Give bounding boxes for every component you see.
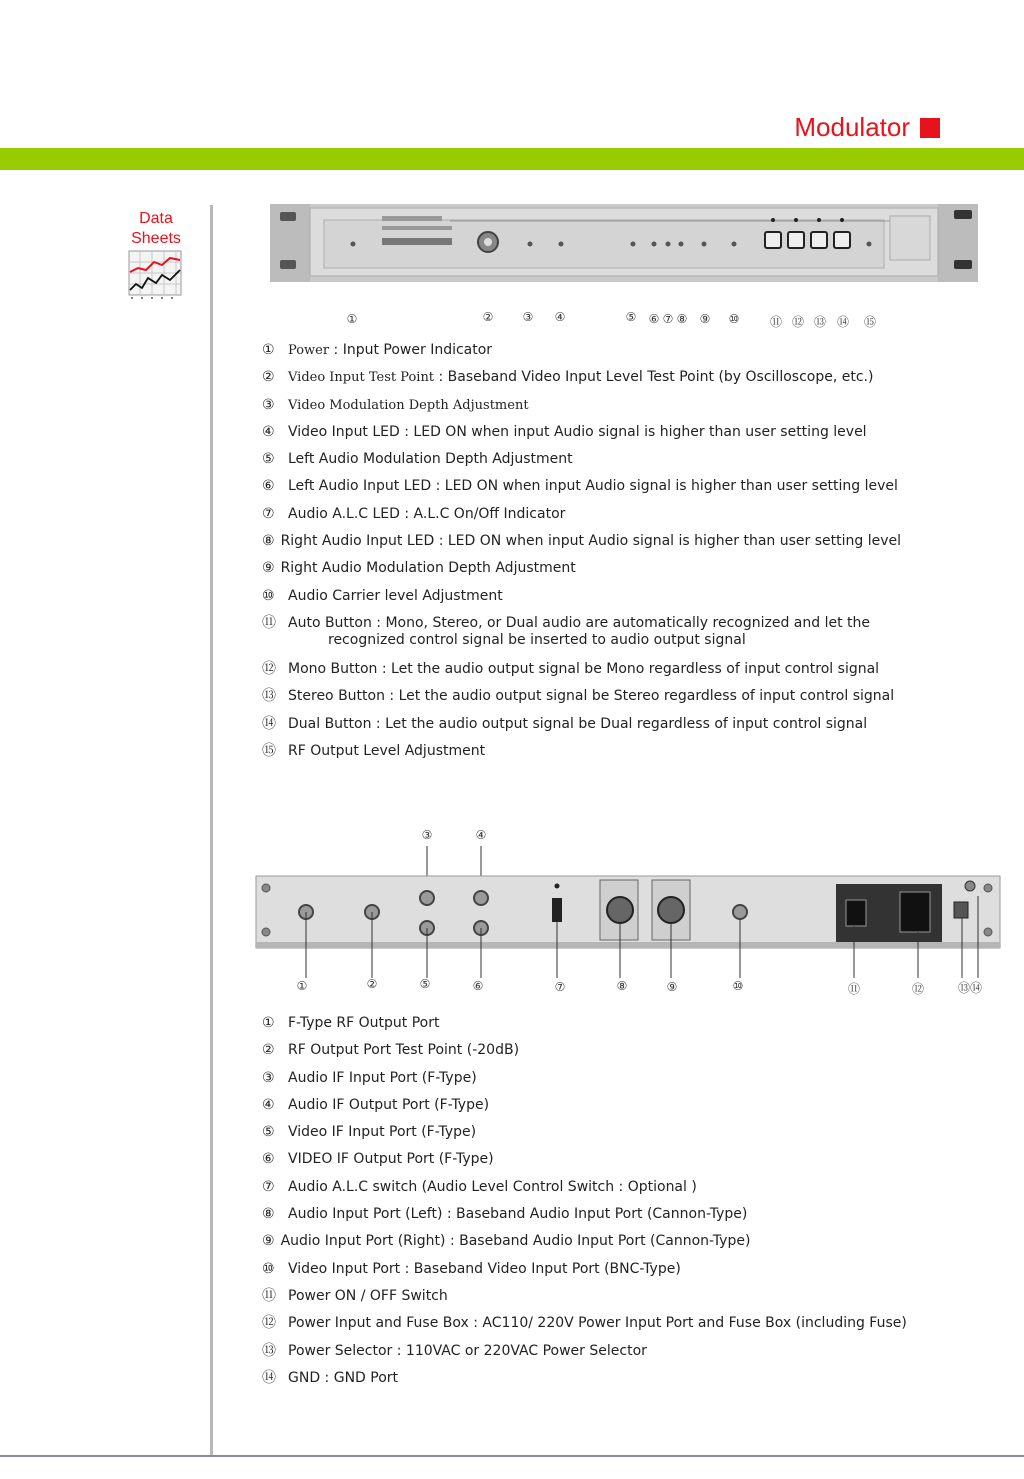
front-marker: ⑪ xyxy=(769,315,783,329)
item-desc: Audio IF Input Port (F-Type) xyxy=(288,1069,477,1086)
list-item xyxy=(262,1070,907,1097)
rear-panel-list xyxy=(262,1015,907,1397)
item-name: Video Modulation Depth Adjustment xyxy=(288,397,529,413)
item-desc: Video IF Input Port (F-Type) xyxy=(288,1124,477,1141)
front-marker: ⑦ xyxy=(662,312,674,326)
list-item xyxy=(262,688,901,715)
rear-panel-photo xyxy=(254,846,1002,978)
list-item xyxy=(262,1343,907,1370)
page-title xyxy=(794,112,940,143)
item-number: ⑭ xyxy=(262,715,276,732)
front-marker: ④ xyxy=(554,310,566,324)
list-item xyxy=(262,1015,907,1042)
item-number: ⑫ xyxy=(262,1315,276,1332)
item-desc: Stereo Button : Let the audio output signal be Stereo regardless of input control signal xyxy=(288,688,895,705)
item-desc: GND : GND Port xyxy=(288,1369,399,1386)
item-name: Power xyxy=(288,343,330,358)
front-marker: ⑭ xyxy=(836,315,850,329)
list-item xyxy=(262,506,901,533)
item-number: ⑦ xyxy=(262,505,275,522)
list-item xyxy=(262,716,901,743)
item-desc: RF Output Port Test Point (-20dB) xyxy=(288,1042,520,1059)
item-number: ⑪ xyxy=(262,1287,276,1304)
list-item xyxy=(262,1151,907,1178)
item-number: ④ xyxy=(262,1096,275,1113)
list-item xyxy=(262,533,901,560)
item-desc-continued: recognized control signal be inserted to audio output signal xyxy=(328,631,746,648)
item-number: ④ xyxy=(262,423,275,440)
front-marker: ⑧ xyxy=(676,312,688,326)
line-chart-icon xyxy=(128,250,182,300)
list-item xyxy=(262,1124,907,1151)
rear-marker: ⑩ xyxy=(732,979,744,993)
list-item xyxy=(262,342,901,369)
item-desc: Audio Input Port (Right) : Baseband Audio Input Port (Cannon-Type) xyxy=(280,1233,751,1250)
item-number: ③ xyxy=(262,396,275,413)
item-number: ⑤ xyxy=(262,451,275,468)
item-number: ⑩ xyxy=(262,1260,275,1277)
rear-marker: ⑦ xyxy=(554,980,566,994)
item-desc: VIDEO IF Output Port (F-Type) xyxy=(288,1151,494,1168)
item-desc: : Baseband Video Input Level Test Point (by Oscilloscope, etc.) xyxy=(434,369,874,386)
item-number: ⑩ xyxy=(262,587,275,604)
front-panel-photo xyxy=(270,204,978,282)
rear-marker: ⑤ xyxy=(419,977,431,991)
list-item xyxy=(262,1097,907,1124)
item-number: ⑨ xyxy=(262,560,275,577)
item-desc: F-Type RF Output Port xyxy=(288,1015,440,1031)
item-number: ⑨ xyxy=(262,1233,275,1250)
item-desc: Left Audio Modulation Depth Adjustment xyxy=(288,451,573,468)
front-marker: ⑮ xyxy=(863,315,877,329)
item-number: ① xyxy=(262,1015,275,1031)
item-desc: Video Input Port : Baseband Video Input Port (BNC-Type) xyxy=(288,1260,681,1277)
front-marker: ② xyxy=(482,310,494,324)
item-number: ⑫ xyxy=(262,660,276,677)
header-green-bar xyxy=(0,148,1024,170)
list-item xyxy=(262,451,901,478)
item-number: ⑤ xyxy=(262,1124,275,1141)
sidebar-label xyxy=(118,209,194,249)
item-desc: Audio Carrier level Adjustment xyxy=(288,587,503,604)
item-desc: Audio IF Output Port (F-Type) xyxy=(288,1096,490,1113)
item-number: ① xyxy=(262,342,275,358)
rear-marker: ⑬⑭ xyxy=(957,981,983,995)
item-desc: Power Input and Fuse Box : AC110/ 220V Power Input Port and Fuse Box (including Fuse) xyxy=(288,1315,907,1332)
list-item xyxy=(262,369,901,396)
item-desc: Right Audio Modulation Depth Adjustment xyxy=(280,560,576,577)
front-marker: ⑤ xyxy=(625,310,637,324)
item-number: ⑧ xyxy=(262,1206,275,1223)
item-number: ② xyxy=(262,1042,275,1059)
list-item xyxy=(262,1206,907,1233)
rear-marker: ③ xyxy=(421,828,433,842)
red-square-icon xyxy=(920,118,940,138)
item-number: ⑭ xyxy=(262,1369,276,1386)
rear-marker: ④ xyxy=(475,828,487,842)
item-number: ⑥ xyxy=(262,1151,275,1168)
list-item xyxy=(262,615,901,661)
item-desc: Audio A.L.C switch (Audio Level Control Switch : Optional ) xyxy=(288,1178,697,1195)
list-item xyxy=(262,1042,907,1069)
item-number: ⑬ xyxy=(262,1342,276,1359)
title-text: Modulator xyxy=(794,112,910,142)
item-desc: Power Selector : 110VAC or 220VAC Power Selector xyxy=(288,1342,647,1359)
list-item xyxy=(262,424,901,451)
list-item xyxy=(262,560,901,587)
rear-marker: ⑪ xyxy=(847,982,861,996)
rear-marker: ⑥ xyxy=(472,979,484,993)
item-desc: Left Audio Input LED : LED ON when input Audio signal is higher than user setting level xyxy=(288,478,898,495)
item-desc: Power ON / OFF Switch xyxy=(288,1287,448,1304)
list-item xyxy=(262,1261,907,1288)
item-name: Video Input Test Point xyxy=(288,370,435,386)
sidebar-divider xyxy=(210,205,213,1457)
item-desc: Right Audio Input LED : LED ON when input Audio signal is higher than user setting level xyxy=(280,533,902,550)
list-item xyxy=(262,743,901,770)
item-desc: Auto Button : Mono, Stereo, or Dual audio are automatically recognized and let the xyxy=(288,614,871,631)
item-desc: Mono Button : Let the audio output signal be Mono regardless of input control signal xyxy=(288,660,880,677)
list-item xyxy=(262,1315,907,1342)
item-desc: Audio Input Port (Left) : Baseband Audio Input Port (Cannon-Type) xyxy=(288,1206,748,1223)
list-item xyxy=(262,397,901,424)
sidebar-label-line2: Sheets xyxy=(131,230,181,247)
item-number: ⑧ xyxy=(262,533,275,550)
front-marker: ⑥ xyxy=(648,312,660,326)
rear-marker: ② xyxy=(366,977,378,991)
front-marker: ⑫ xyxy=(791,315,805,329)
item-desc: RF Output Level Adjustment xyxy=(288,742,486,759)
item-desc: Video Input LED : LED ON when input Audio signal is higher than user setting level xyxy=(288,423,867,440)
rear-marker: ⑨ xyxy=(666,980,678,994)
rear-marker: ① xyxy=(296,979,308,993)
list-item xyxy=(262,588,901,615)
list-item xyxy=(262,1233,907,1260)
item-desc: Dual Button : Let the audio output signal be Dual regardless of input control signal xyxy=(288,715,868,732)
rear-marker: ⑫ xyxy=(911,982,925,996)
list-item xyxy=(262,1179,907,1206)
item-number: ② xyxy=(262,369,275,386)
item-desc: : Input Power Indicator xyxy=(329,342,493,358)
item-number: ⑥ xyxy=(262,478,275,495)
front-marker: ⑬ xyxy=(813,315,827,329)
sidebar-label-line1: Data xyxy=(139,210,173,227)
front-marker: ⑩ xyxy=(728,312,740,326)
list-item xyxy=(262,661,901,688)
front-marker: ③ xyxy=(522,310,534,324)
front-marker: ① xyxy=(346,312,358,326)
item-number: ⑪ xyxy=(262,614,276,631)
footer-rule xyxy=(0,1455,1024,1457)
list-item xyxy=(262,1288,907,1315)
front-marker: ⑨ xyxy=(699,312,711,326)
front-panel-list xyxy=(262,342,901,770)
rear-marker: ⑧ xyxy=(616,979,628,993)
item-number: ⑦ xyxy=(262,1178,275,1195)
item-number: ⑬ xyxy=(262,688,276,705)
item-number: ⑮ xyxy=(262,742,276,759)
item-desc: Audio A.L.C LED : A.L.C On/Off Indicator xyxy=(288,505,566,522)
list-item xyxy=(262,478,901,505)
list-item xyxy=(262,1370,907,1397)
item-number: ③ xyxy=(262,1069,275,1086)
